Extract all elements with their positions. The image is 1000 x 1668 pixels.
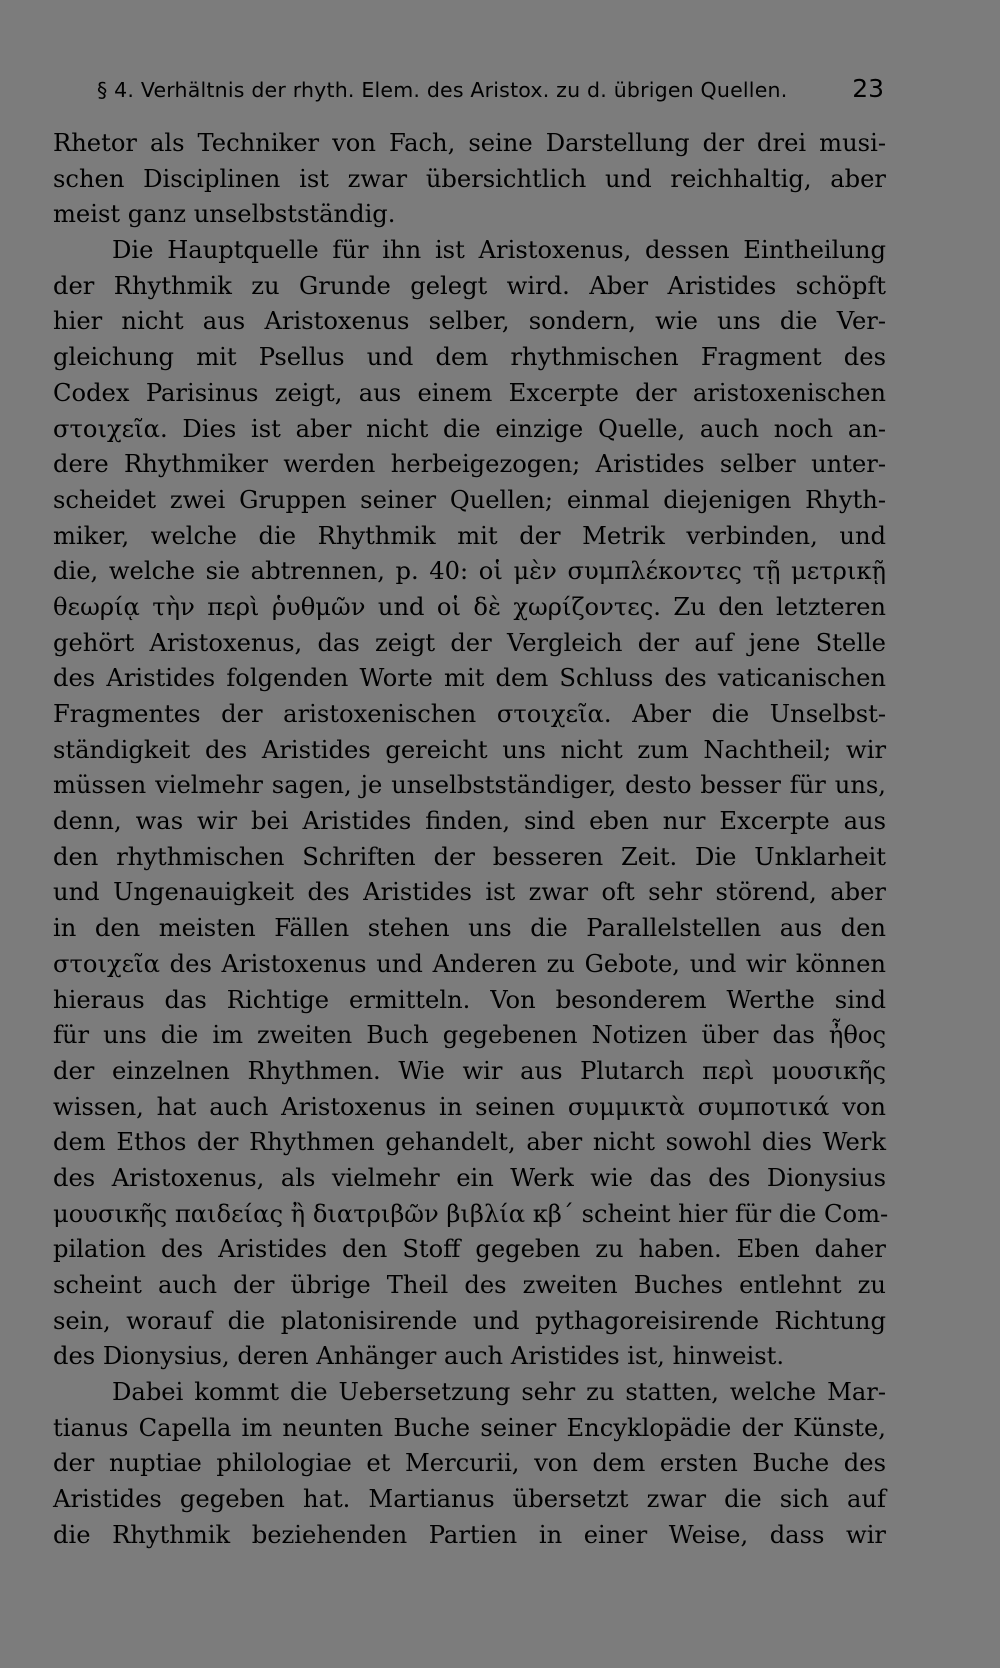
running-head	[97, 74, 884, 114]
text-line: schen Disciplinen ist zwar übersichtlich und reichhaltig, aber	[53, 164, 886, 193]
text-line: θεωρίᾳ τὴν περὶ ῥυθμῶν und οἱ δὲ χωρίζοντες. Zu den letzteren	[53, 592, 886, 621]
body-text	[53, 126, 889, 1554]
text-line: sein, worauf die platonisirende und pythagoreisirende Richtung	[53, 1306, 886, 1335]
page-number: 23	[852, 74, 884, 103]
text-line: scheint auch der übrige Theil des zweiten Buches entlehnt zu	[53, 1271, 886, 1299]
text-line: gleichung mit Psellus und dem rhythmischen Fragment des	[53, 343, 886, 372]
text-line: ständigkeit des Aristides gereicht uns nicht zum Nachtheil; wir	[53, 735, 886, 764]
text-line: wissen, hat auch Aristoxenus in seinen συμμικτὰ συμποτικά von	[53, 1092, 886, 1121]
text-line: dere Rhythmiker werden herbeigezogen; Aristides selber unter-	[53, 450, 886, 479]
text-line: denn, was wir bei Aristides finden, sind eben nur Excerpte aus	[53, 807, 886, 836]
text-line: tianus Capella im neunten Buche seiner Encyklopädie der Künste,	[53, 1413, 886, 1442]
text-line: der einzelnen Rhythmen. Wie wir aus Plutarch περὶ μουσικῆς	[53, 1056, 886, 1085]
text-line: des Dionysius, deren Anhänger auch Aristides ist, hinweist.	[53, 1342, 785, 1371]
text-line: die Rhythmik beziehenden Partien in einer Weise, dass wir	[53, 1520, 886, 1549]
text-line: gehört Aristoxenus, das zeigt der Vergleich der auf jene Stelle	[53, 628, 886, 657]
text-line: der nuptiae philologiae et Mercurii, von dem ersten Buche des	[53, 1449, 886, 1478]
text-line: des Aristides folgenden Worte mit dem Schluss des vaticanischen	[53, 664, 886, 693]
text-line: des Aristoxenus, als vielmehr ein Werk wie das des Dionysius	[53, 1163, 886, 1192]
text-line: Aristides gegeben hat. Martianus übersetzt zwar die sich auf	[53, 1485, 886, 1514]
text-line: Dabei kommt die Uebersetzung sehr zu statten, welche Mar-	[112, 1378, 886, 1407]
text-line: in den meisten Fällen stehen uns die Parallelstellen aus den	[53, 914, 886, 943]
text-line: pilation des Aristides den Stoff gegeben zu haben. Eben daher	[53, 1235, 886, 1264]
text-line: hieraus das Richtige ermitteln. Von besonderem Werthe sind	[53, 985, 886, 1014]
text-line: und Ungenauigkeit des Aristides ist zwar oft sehr störend, aber	[53, 878, 886, 907]
text-line: dem Ethos der Rhythmen gehandelt, aber nicht sowohl dies Werk	[53, 1128, 886, 1157]
text-line: müssen vielmehr sagen, je unselbstständiger, desto besser für uns,	[53, 771, 886, 800]
text-line: στοιχεῖα. Dies ist aber nicht die einzige Quelle, auch noch an-	[53, 414, 886, 443]
running-title: § 4. Verhältnis der rhyth. Elem. des Aristox. zu d. übrigen Quellen.	[97, 78, 788, 102]
text-line: scheidet zwei Gruppen seiner Quellen; einmal diejenigen Rhyth-	[53, 485, 886, 514]
text-line: Die Hauptquelle für ihn ist Aristoxenus, dessen Eintheilung	[112, 236, 886, 265]
text-line: die, welche sie abtrennen, p. 40: οἱ μὲν συμπλέκοντες τῇ μετρικῇ	[53, 557, 886, 586]
text-line: στοιχεῖα des Aristoxenus und Anderen zu Gebote, und wir können	[53, 949, 886, 978]
text-line: der Rhythmik zu Grunde gelegt wird. Aber Aristides schöpft	[53, 271, 886, 300]
text-line: Fragmentes der aristoxenischen στοιχεῖα. Aber die Unselbst-	[53, 700, 886, 728]
text-line: Rhetor als Techniker von Fach, seine Darstellung der drei musi-	[53, 129, 886, 157]
text-line: μουσικῆς παιδείας ἢ διατριβῶν βιβλία κβ΄ scheint hier für die Com-	[53, 1199, 889, 1228]
text-line: für uns die im zweiten Buch gegebenen Notizen über das ἦθος	[53, 1021, 886, 1050]
text-line: Codex Parisinus zeigt, aus einem Excerpte der aristoxenischen	[53, 378, 886, 407]
text-line: miker, welche die Rhythmik mit der Metrik verbinden, und	[53, 521, 886, 550]
text-line: den rhythmischen Schriften der besseren Zeit. Die Unklarheit	[53, 842, 886, 871]
text-line: meist ganz unselbstständig.	[53, 200, 396, 229]
text-line: hier nicht aus Aristoxenus selber, sondern, wie uns die Ver-	[53, 307, 886, 336]
